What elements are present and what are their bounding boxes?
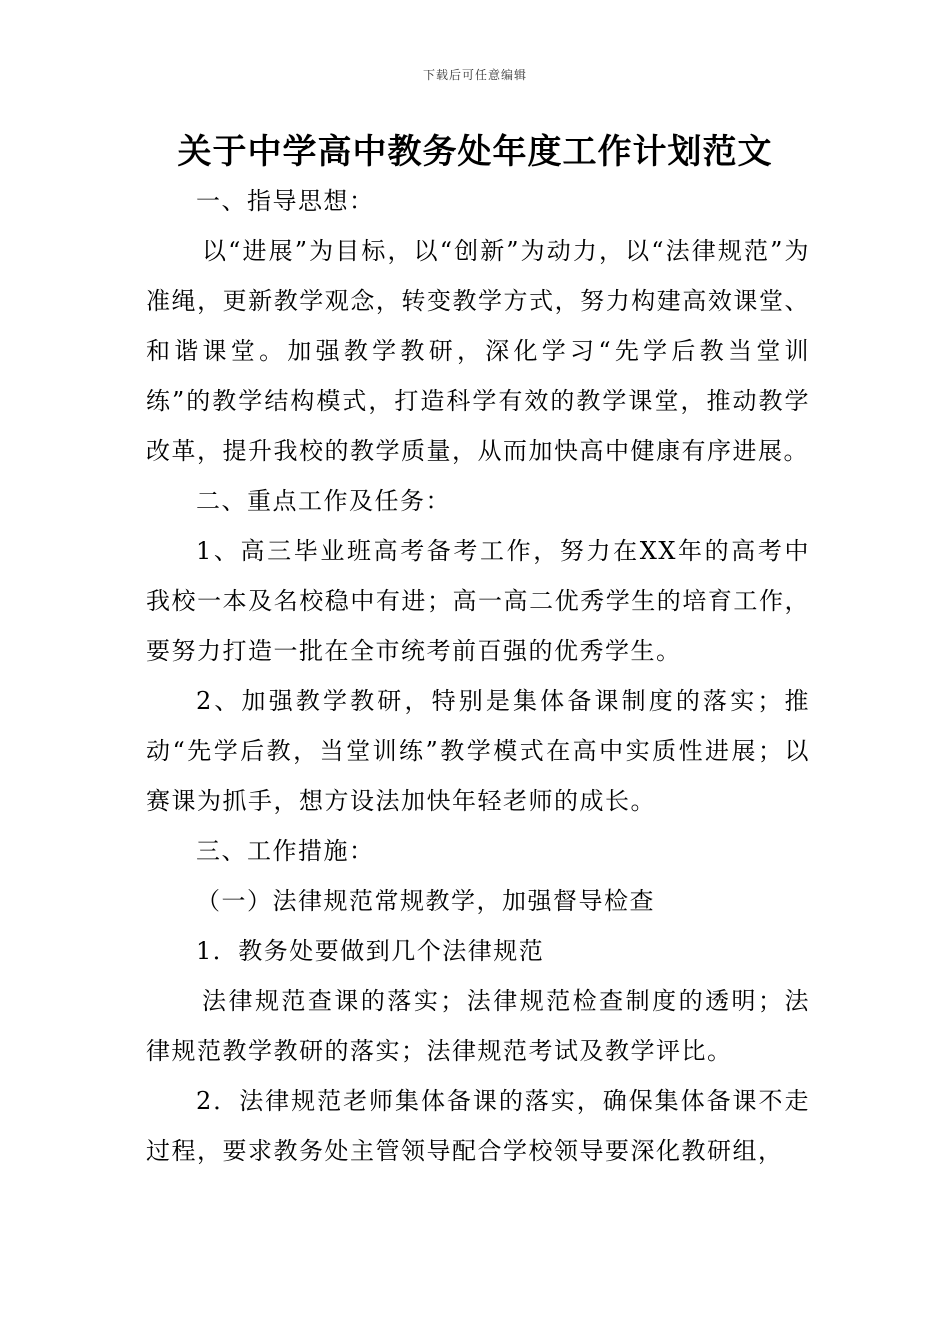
list-item-1-heading: 1．教务处要做到几个法律规范 — [196, 937, 545, 965]
paragraph-guiding-ideology: 以“进展”为目标，以“创新”为动力，以“法律规范”为准绳，更新教学观念，转变教学方式，努力构建高效课堂、和谐课堂。加强教学教研，深化学习“先学后教当堂训练”的教学结构模式，打造科学有效的教学课堂，推动教学改革，提升我校的教学质量，从而加快高中健康有序进展。 — [146, 237, 810, 465]
paragraph-item-2: 2．法律规范老师集体备课的落实，确保集体备课不走过程，要求教务处主管领导配合学校领导要深化教研组， — [146, 1087, 810, 1165]
paragraph-task-1: 1、高三毕业班高考备考工作，努力在XX年的高考中我校一本及名校稳中有进；高一高二优秀学生的培育工作，要努力打造一批在全市统考前百强的优秀学生。 — [146, 537, 810, 665]
paragraph-item-1: 法律规范查课的落实；法律规范检查制度的透明；法律规范教学教研的落实；法律规范考试及教学评比。 — [146, 987, 810, 1065]
section-heading-guiding-ideology: 一、指导思想： — [196, 187, 375, 215]
document-body — [146, 176, 810, 1176]
subheading-regulate-teaching: （一）法律规范常规教学，加强督导检查 — [196, 887, 655, 915]
paragraph-task-2: 2、加强教学教研，特别是集体备课制度的落实；推动“先学后教，当堂训练”教学模式在高中实质性进展；以赛课为抓手，想方设法加快年轻老师的成长。 — [146, 687, 810, 815]
document-title: 关于中学高中教务处年度工作计划范文 — [177, 132, 773, 172]
header-note: 下载后可任意编辑 — [422, 68, 527, 82]
section-heading-measures: 三、工作措施： — [196, 837, 375, 865]
section-heading-key-tasks: 二、重点工作及任务： — [196, 487, 451, 515]
